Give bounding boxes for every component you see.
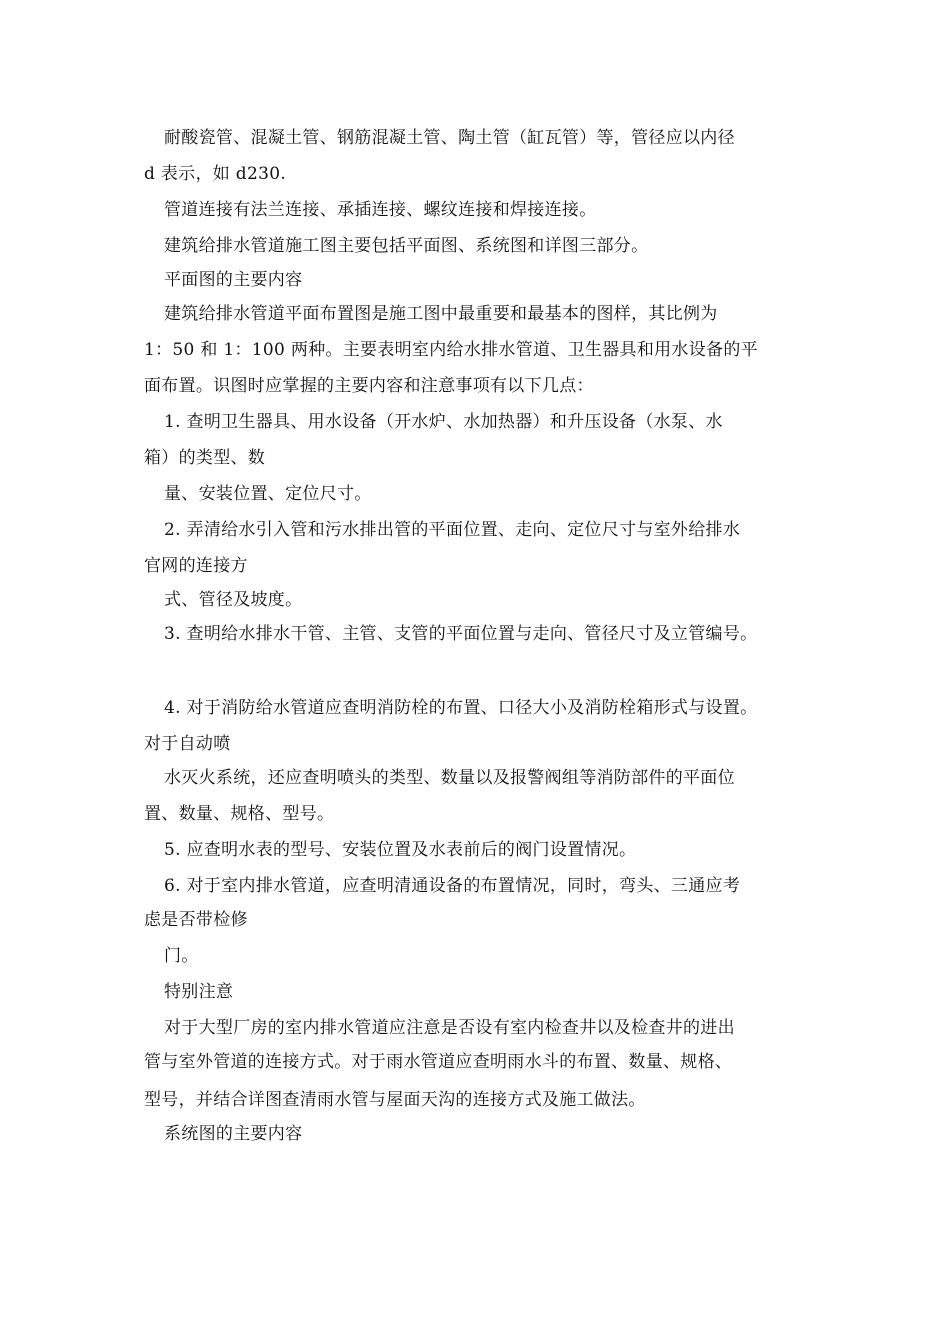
paragraph-line: 耐酸瓷管、混凝土管、钢筋混凝土管、陶土管（缸瓦管）等，管径应以内径	[164, 128, 735, 148]
list-item-continuation: 对于自动喷	[144, 734, 231, 754]
list-item: 5. 应查明水表的型号、安装位置及水表前后的阀门设置情况。	[164, 840, 637, 860]
list-item-continuation: 式、管径及坡度。	[164, 590, 303, 610]
paragraph-line: 管与室外管道的连接方式。对于雨水管道应查明雨水斗的布置、数量、规格、	[144, 1052, 733, 1072]
list-item-continuation: 置、数量、规格、型号。	[144, 804, 335, 824]
list-item-continuation: 量、安装位置、定位尺寸。	[164, 484, 372, 504]
section-heading: 系统图的主要内容	[164, 1124, 303, 1144]
paragraph-line: 建筑给排水管道平面布置图是施工图中最重要和最基本的图样，其比例为	[164, 304, 718, 324]
section-heading: 平面图的主要内容	[164, 270, 303, 290]
list-item-continuation: 门。	[164, 946, 199, 966]
list-item: 3. 查明给水排水干管、主管、支管的平面位置与走向、管径尺寸及立管编号。	[164, 624, 758, 644]
list-item: 2. 弄清给水引入管和污水排出管的平面位置、走向、定位尺寸与室外给排水	[164, 520, 741, 540]
paragraph-line: 管道连接有法兰连接、承插连接、螺纹连接和焊接连接。	[164, 200, 597, 220]
paragraph-line: 型号，并结合详图查清雨水管与屋面天沟的连接方式及施工做法。	[144, 1090, 646, 1110]
list-item-continuation: 箱）的类型、数	[144, 448, 266, 468]
paragraph-line: 面布置。识图时应掌握的主要内容和注意事项有以下几点：	[144, 376, 594, 396]
list-item: 4. 对于消防给水管道应查明消防栓的布置、口径大小及消防栓箱形式与设置。	[164, 698, 758, 718]
paragraph-line: 建筑给排水管道施工图主要包括平面图、系统图和详图三部分。	[164, 236, 649, 256]
paragraph-line: d 表示，如 d230.	[144, 164, 287, 184]
paragraph-line: 1：50 和 1：100 两种。主要表明室内给水排水管道、卫生器具和用水设备的平	[144, 340, 758, 360]
list-item-continuation: 虑是否带检修	[144, 910, 248, 930]
paragraph-line: 对于大型厂房的室内排水管道应注意是否设有室内检查井以及检查井的进出	[164, 1018, 735, 1038]
list-item: 1. 查明卫生器具、用水设备（开水炉、水加热器）和升压设备（水泵、水	[164, 412, 723, 432]
list-item: 6. 对于室内排水管道，应查明清通设备的布置情况，同时，弯头、三通应考	[164, 876, 741, 896]
section-heading: 特别注意	[164, 982, 234, 1002]
list-item-continuation: 官网的连接方	[144, 556, 248, 576]
list-item-continuation: 水灭火系统，还应查明喷头的类型、数量以及报警阀组等消防部件的平面位	[164, 768, 735, 788]
